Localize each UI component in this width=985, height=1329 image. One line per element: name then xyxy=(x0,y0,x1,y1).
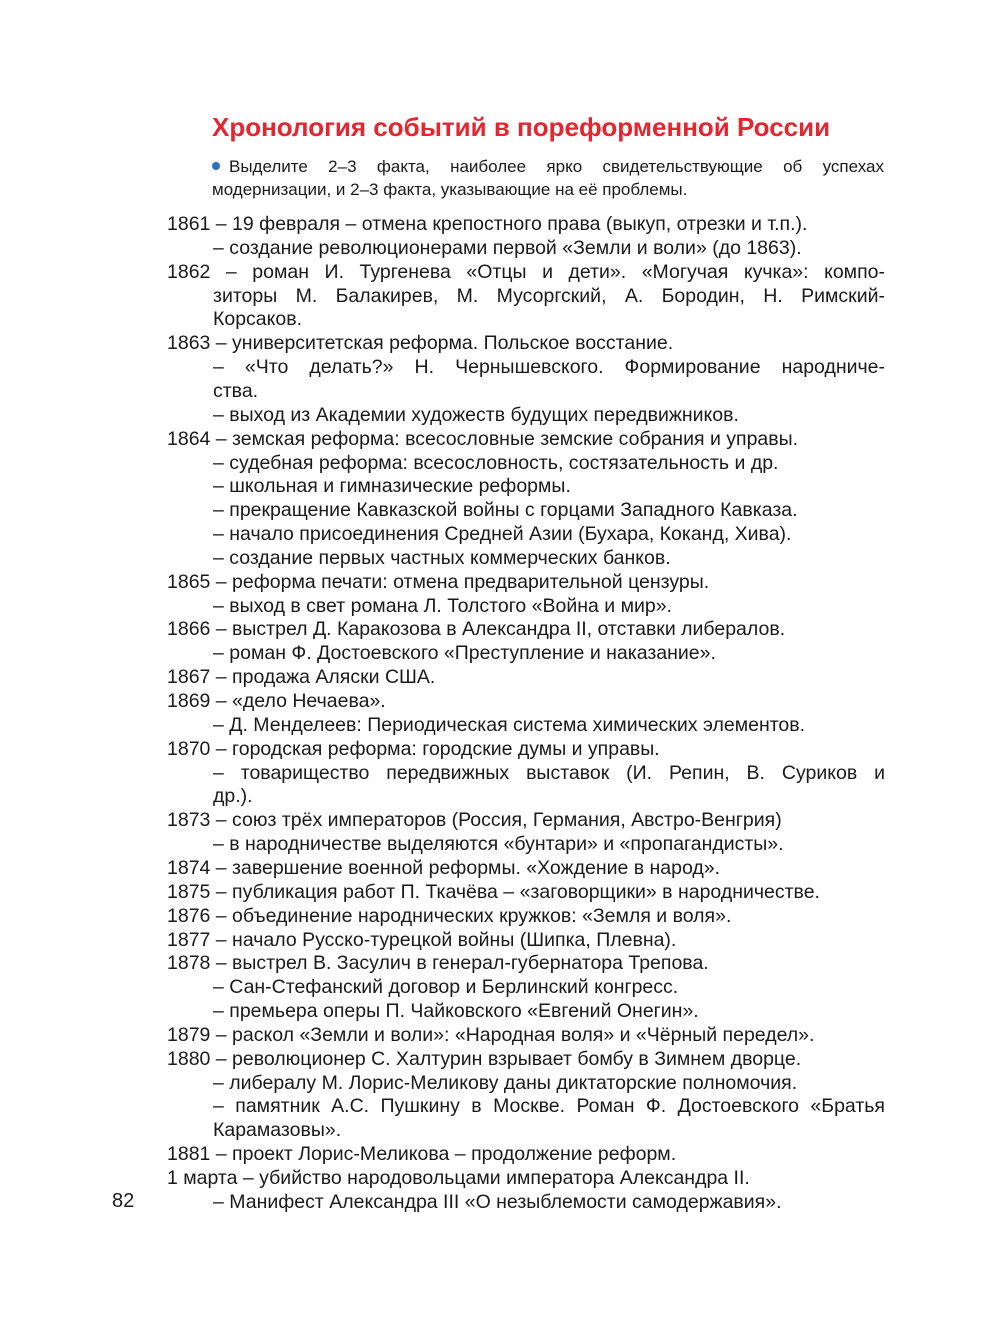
chronology-line: 1869 – «дело Нечаева». xyxy=(167,690,386,712)
chronology-line: 1879 – раскол «Земли и воли»: «Народная воля» и «Чёрный передел». xyxy=(167,1023,815,1046)
chronology-line: – в народничестве выделяются «бунтари» и «пропагандисты». xyxy=(213,833,784,856)
chronology-line: – прекращение Кавказской войны с горцами Западного Кавказа. xyxy=(213,499,798,522)
chronology-line: 1867 – продажа Аляски США. xyxy=(167,666,436,689)
chronology-line: – Манифест Александра III «О незыблемости самодержавия». xyxy=(213,1190,782,1213)
chronology-line: 1877 – начало Русско-турецкой войны (Шипка, Плевна). xyxy=(167,928,677,951)
chronology-line: 1880 – революционер С. Халтурин взрывает бомбу в Зимнем дворце. xyxy=(167,1047,802,1070)
chronology-line: – роман Ф. Достоевского «Преступление и наказание». xyxy=(213,642,716,665)
chronology-line: – выход из Академии художеств будущих передвижников. xyxy=(213,403,739,426)
chronology-line: 1863 – университетская реформа. Польское восстание. xyxy=(167,332,674,355)
chronology-line: 1865 – реформа печати: отмена предварительной цензуры. xyxy=(167,570,710,593)
chronology-line: – либералу М. Лорис-Меликову даны диктаторские полномочия. xyxy=(213,1071,798,1094)
chronology-line: 1878 – выстрел В. Засулич в генерал-губернатора Трепова. xyxy=(167,952,709,975)
chronology-line: 1874 – завершение военной реформы. «Хождение в народ». xyxy=(167,856,721,879)
chronology-line: – товарищество передвижных выставок (И. Репин, В. Суриков и xyxy=(213,761,885,784)
chronology-line: – начало присоединения Средней Азии (Бухара, Коканд, Хива). xyxy=(213,523,792,546)
chronology-line: 1866 – выстрел Д. Каракозова в Александра II, отставки либералов. xyxy=(167,618,786,641)
chronology-line: 1881 – проект Лорис-Меликова – продолжение реформ. xyxy=(167,1143,677,1166)
chronology-line: – Д. Менделеев: Периодическая система химических элементов. xyxy=(213,713,806,736)
task-text: Выделите 2–3 факта, наиболее ярко свидетельствующие об успехах модернизации, и 2–3 факта, указывающие на её проблемы. xyxy=(212,157,884,199)
chronology-line: зиторы М. Балакирев, М. Мусоргский, А. Бородин, Н. Римский- xyxy=(213,284,885,307)
chronology-line: 1873 – союз трёх императоров (Россия, Германия, Австро-Венгрия) xyxy=(167,809,782,832)
chronology-line: 1876 – объединение народнических кружков: «Земля и воля». xyxy=(167,904,732,927)
chronology-line: 1861 – 19 февраля – отмена крепостного права (выкуп, отрезки и т.п.). xyxy=(167,213,808,235)
chronology-line: Карамазовы». xyxy=(213,1119,342,1142)
chronology-line: ства. xyxy=(213,379,259,402)
chronology-line: Корсаков. xyxy=(213,308,303,331)
chronology-line: – выход в свет романа Л. Толстого «Война и мир». xyxy=(213,594,672,617)
chronology-line: др.). xyxy=(213,785,253,808)
chronology-line: – школьная и гимназические реформы. xyxy=(213,475,571,498)
page-number: 82 xyxy=(112,1190,135,1212)
chronology-line: – «Что делать?» Н. Чернышевского. Формирование народниче- xyxy=(213,356,885,379)
chronology-line: – судебная реформа: всесословность, состязательность и др. xyxy=(213,451,779,474)
chronology-line: – памятник А.С. Пушкину в Москве. Роман Ф. Достоевского «Братья xyxy=(213,1095,885,1118)
task-instruction xyxy=(212,155,884,201)
chronology-line: – Сан-Стефанский договор и Берлинский конгресс. xyxy=(213,976,679,999)
chronology-line: – премьера оперы П. Чайковского «Евгений Онегин». xyxy=(213,1000,699,1023)
chronology-line: 1862 – роман И. Тургенева «Отцы и дети». «Могучая кучка»: компо- xyxy=(167,260,885,283)
chronology-line: 1875 – публикация работ П. Ткачёва – «заговорщики» в народничестве. xyxy=(167,880,820,903)
page-title: Хронология событий в пореформенной России xyxy=(212,112,831,142)
chronology-line: 1 марта – убийство народовольцами императора Александра II. xyxy=(167,1167,750,1189)
chronology-line: 1870 – городская реформа: городские думы и управы. xyxy=(167,737,660,760)
chronology-line: 1864 – земская реформа: всесословные земские собрания и управы. xyxy=(167,427,799,450)
chronology-line: – создание первых частных коммерческих банков. xyxy=(213,546,671,569)
bullet-icon xyxy=(212,162,220,170)
chronology-line: – создание революционерами первой «Земли и воли» (до 1863). xyxy=(213,236,802,259)
